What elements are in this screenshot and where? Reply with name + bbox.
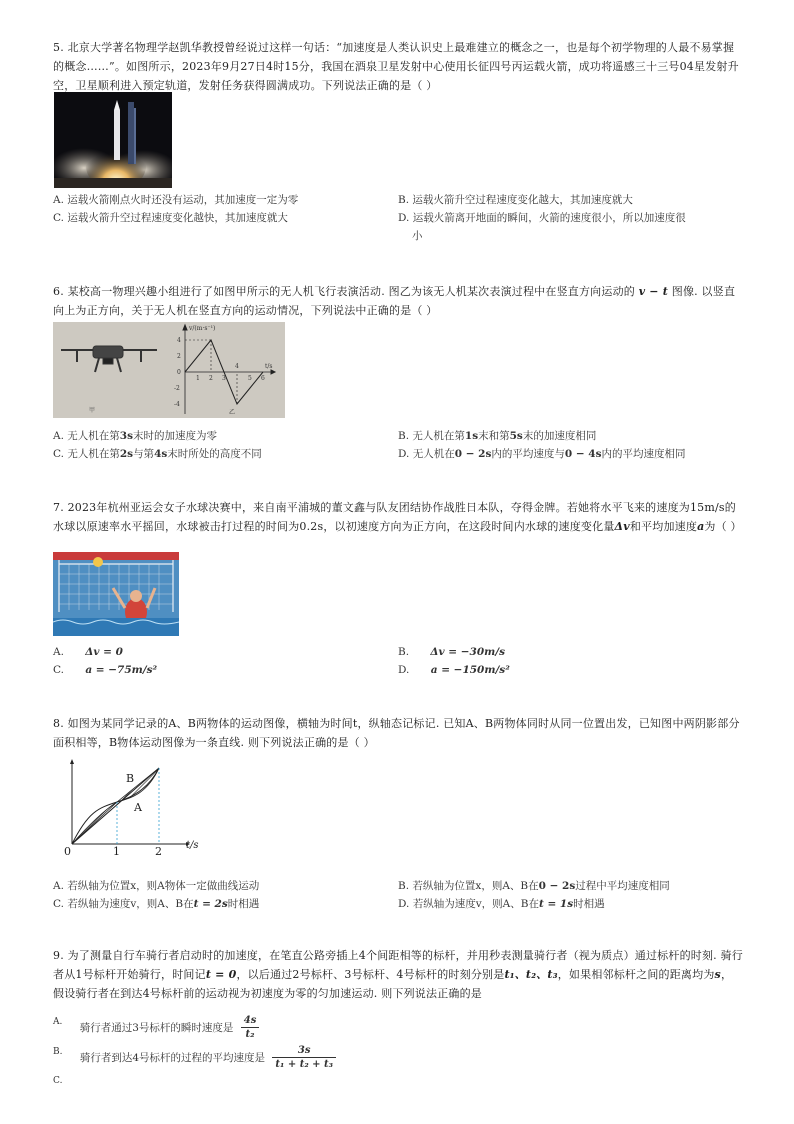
q6-label-right: 乙 [229,409,236,416]
q6-stem [53,282,743,320]
q6-xtick-1: 1 [196,375,200,382]
q9-a-denominator: t₂ [245,1029,255,1040]
q8-figure [58,756,208,860]
q7-a-label: A. [53,646,64,658]
q5-option-c[interactable]: C. 运载火箭升空过程速度变化越快，其加速度就大 [53,212,288,224]
q6-option-c[interactable] [53,446,262,463]
q8-c-text2: 时相遇 [227,898,260,910]
q8-c-math: t = 2s [193,898,228,910]
q6-x-axis-label: t/s [265,363,273,370]
q6-b-text3: 末的加速度相同 [522,430,597,442]
q9-c-label: C. [53,1076,63,1086]
q8-tick-2: 2 [155,845,162,858]
q8-d-text1: D. 若纵轴为速度v，则A、B在 [398,898,539,910]
q8-b-text2: 过程中平均速度相同 [575,880,670,892]
q9-a-text: 骑行者通过3号标杆的瞬时速度是 [79,1021,234,1034]
q7-dv-symbol: Δv [614,520,630,533]
q6-c-math2: 4s [154,448,168,460]
q6-a-math1: 3s [119,430,133,442]
q6-b-math1: 1s [464,430,479,442]
q8-b-text1: B. 若纵轴为位置x，则A、B在 [398,880,539,892]
q9-a-numerator: 4s [241,1014,260,1028]
q6-y-axis-label: v/(m·s⁻¹) [189,325,216,332]
q6-vt-symbol: v − t [638,285,669,298]
q6-c-text3: 末时所处的高度不同 [167,448,262,460]
q7-option-b[interactable] [398,644,505,661]
q6-b-text2: 末和第 [478,430,510,442]
q6-c-math1: 2s [119,448,134,460]
q8-tick-1: 1 [113,845,120,858]
q8-option-c[interactable] [53,896,259,913]
q6-drone-and-graph [53,322,285,418]
q6-a-text2: 末时的加速度为零 [132,430,217,442]
q5-stem: 5. 北京大学著名物理学赵凯华教授曾经说过这样一句话：“加速度是人类认识史上最难建立的概念之一，也是每个初学物理的人最不易掌握的概念……”。如图所示，2023年9月27日4时15分，我国在酒泉卫星发射中心使用长征四号丙运载火箭，成功将遥感三十三号04星发射升空，卫星顺利进入预定轨道，发射任务获得圆满成功。下列说法正确的是（ ） [53,41,739,92]
q9-a-fraction [241,1014,260,1041]
q5-option-d[interactable]: D. 运载火箭离开地面的瞬间，火箭的速度很小，所以加速度很 [398,212,686,224]
q9-s: s [714,968,721,981]
q8-d-math: t = 1s [538,898,574,910]
q8-b-math: 0 − 2s [538,880,576,892]
q6-b-text1: B. 无人机在第 [398,430,465,442]
q6-xtick-6: 6 [261,375,265,382]
q7-stem-part2: 和平均加速度 [629,520,698,533]
q9-b-label: B. [53,1047,63,1057]
q9-times: t₁、t₂、t₃ [504,968,558,981]
q8-origin: 0 [64,845,71,858]
q6-d-math2: 0 − 4s [564,448,602,460]
q6-a-text1: A. 无人机在第 [53,430,120,442]
q7-d-label: D. [398,664,410,676]
q9-b-fraction [272,1044,336,1071]
q9-b-text: 骑行者到达4号标杆的过程的平均速度是 [79,1051,266,1064]
q6-figure [53,322,285,418]
q7-a-symbol: a [697,520,705,533]
q7-c-label: C. [53,664,64,676]
q8-c-text1: C. 若纵轴为速度v，则A、B在 [53,898,194,910]
q9-a-label: A. [53,1017,63,1027]
q7-stem-part3: 为（ ） [704,520,742,533]
q5-option-d-cont: 小 [412,230,423,242]
q9-stem-part4: ，假设骑行者在到达4号标杆前的运动视为初速度为零的匀加速运动. 则下列说法正确的是 [53,968,733,1000]
q9-stem-part1: 9. 为了测量自行车骑行者启动时的加速度，在笔直公路旁插上4个间距相等的标杆，并用秒表测量骑行者（视为质点）通过标杆的时刻. 骑行者从1号标杆开始骑行，时间记 [53,949,743,981]
q6-d-text3: 内的平均速度相同 [601,448,686,460]
q7-option-a[interactable] [53,644,123,661]
q6-xtick-3: 3 [222,375,226,382]
q6-xtick-2: 2 [209,375,213,382]
q6-option-a[interactable] [53,428,217,445]
q7-option-c[interactable] [53,662,157,679]
q9-stem [53,946,743,1003]
q6-stem-part2: 图像. 以竖直向上为正方向，关于无人机在竖直方向的运动情况，下列说法中正确的是（ ） [53,285,736,317]
q9-stem-part2: ，以后通过2号标杆、3号标杆、4号标杆的时刻分别是 [236,968,505,981]
q6-stem-part1: 6. 某校高一物理兴趣小组进行了如图甲所示的无人机飞行表演活动. 图乙为该无人机某次表演过程中在竖直方向运动的 [53,285,635,298]
q8-ab-graph [58,756,208,860]
rocket-launch-image [54,92,172,188]
q8-d-text2: 时相遇 [573,898,605,910]
q6-ytick-0: 0 [177,369,181,376]
q6-b-math2: 5s [509,430,523,442]
q6-option-d[interactable] [398,446,686,463]
q7-a-value: Δv = 0 [85,646,123,658]
q6-c-text1: C. 无人机在第 [53,448,120,460]
q9-stem-part3: ，如果相邻标杆之间的距离均为 [557,968,715,981]
q7-c-value: a = −75m/s² [85,664,158,676]
q6-option-b[interactable] [398,428,596,445]
rocket-launch-photo [54,92,172,188]
q9-b-numerator: 3s [272,1044,336,1058]
q6-xtick-5: 5 [248,375,252,382]
q8-x-axis-label: t/s [186,840,199,851]
q5-option-a[interactable]: A. 运载火箭刚点火时还没有运动，其加速度一定为零 [53,194,299,206]
q8-option-b[interactable] [398,878,670,895]
q7-stem [53,498,743,536]
q9-option-b[interactable] [53,1044,336,1071]
q6-d-math1: 0 − 2s [454,448,492,460]
q6-ytick-2: 2 [177,353,181,360]
q7-stem-part1: 7. 2023年杭州亚运会女子水球决赛中，来自南平浦城的董文鑫与队友团结协作战胜日本队，夺得金牌。若她将水平飞来的速度为15m/s的水球以原速率水平摇回，水球被击打过程的时间为0.2s，以初速度方向为正方向，在这段时间内水球的速度变化量 [53,501,736,533]
q7-b-value: Δv = −30m/s [430,646,506,658]
q6-label-left: 甲 [89,407,96,414]
q8-label-b: B [126,772,135,785]
q8-stem: 8. 如图为某同学记录的A、B两物体的运动图像，横轴为时间t，纵轴态记标记. 已知A、B两物体同时从同一位置出发，已知图中两阴影部分面积相等，B物体运动图像为一条直线. 则下列说法正确的是（ ） [53,717,740,749]
q8-label-a: A [134,801,142,814]
q9-option-a[interactable] [53,1014,259,1041]
q6-xtick-4: 4 [235,363,239,370]
q6-d-text2: 内的平均速度与 [491,448,565,460]
q6-ytick-4: 4 [177,337,181,344]
q7-b-label: B. [398,646,410,658]
water-polo-photo [53,552,179,636]
q7-d-value: a = −150m/s² [430,664,510,676]
q9-t0: t = 0 [205,968,237,981]
q6-c-text2: 与第 [133,448,155,460]
q9-option-c[interactable] [53,1072,62,1090]
q6-ytick-neg4: -4 [174,401,180,408]
q9-b-denominator: t₁ + t₂ + t₃ [275,1059,334,1070]
q6-ytick-neg2: -2 [174,385,180,392]
q6-d-text1: D. 无人机在 [398,448,455,460]
q8-option-d[interactable] [398,896,605,913]
q7-option-d[interactable] [398,662,510,679]
q8-option-a[interactable]: A. 若纵轴为位置x，则A物体一定做曲线运动 [53,880,260,892]
q5-option-b[interactable]: B. 运载火箭升空过程速度变化越大，其加速度就大 [398,194,633,206]
water-polo-image [53,552,179,636]
